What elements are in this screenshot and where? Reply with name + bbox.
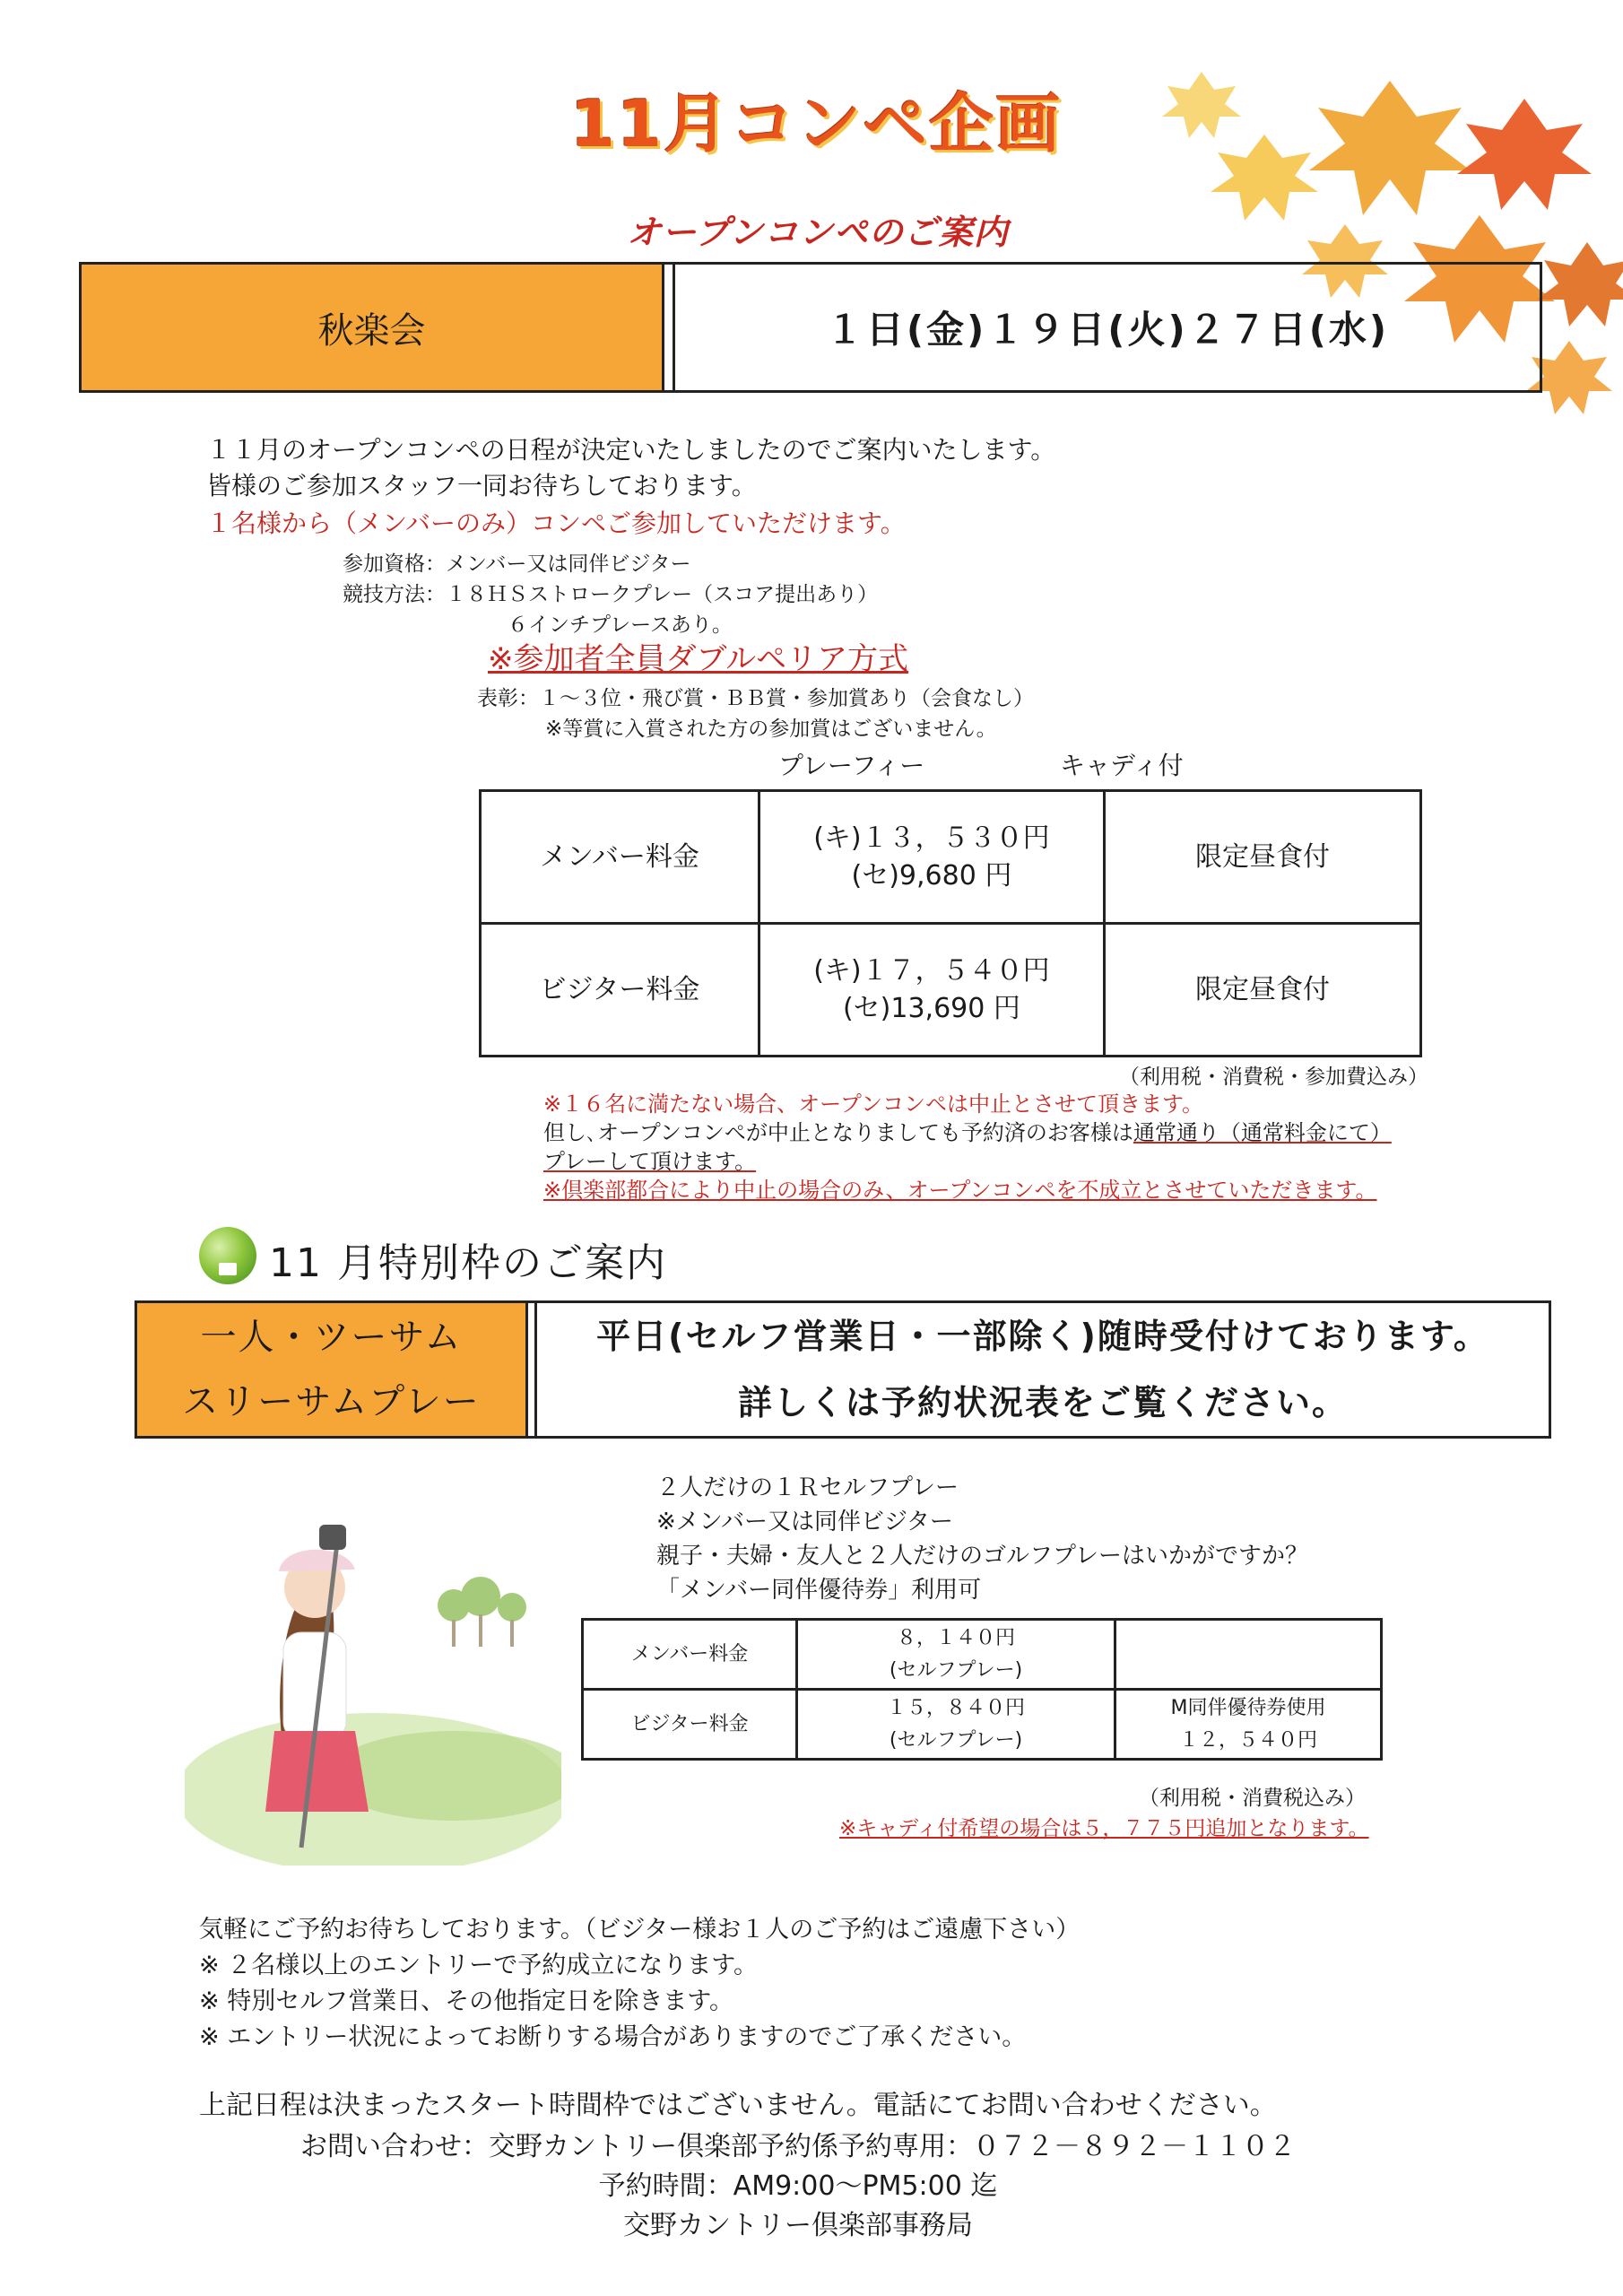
table-row — [481, 791, 1421, 924]
intro-line-1: １１月のオープンコンペの日程が決定いたしましたのでご案内いたします。 — [206, 435, 1056, 465]
fee-price-caddie: (キ)１７，５４０円 — [813, 954, 1050, 987]
fee-prices — [759, 924, 1104, 1057]
cancellation-detail-b: 通常通り（通常料金にて） — [1133, 1120, 1392, 1145]
fee-extra: 限定昼食付 — [1104, 791, 1420, 924]
page-title: 11月コンペ企画 — [569, 86, 1063, 161]
cancellation-detail — [543, 1118, 1392, 1148]
footer-notice: 上記日程は決まったスタート時間枠ではございません。電話にてお問い合わせください。 — [199, 2090, 1277, 2121]
club-cancellation-note: ※倶楽部都合により中止の場合のみ、オープンコンペを不成立とさせていただきます。 — [543, 1178, 1377, 1203]
eligibility: 参加資格：メンバー又は同伴ビジター — [343, 552, 691, 576]
golf-ball-icon — [199, 1227, 256, 1284]
caddie-note: ※キャディ付希望の場合は５，７７５円追加となります。 — [839, 1817, 1369, 1840]
fee-extra — [1115, 1690, 1381, 1760]
fee-price: １５，８４０円 — [887, 1696, 1026, 1719]
fee-price: ８，１４０円 — [897, 1626, 1016, 1649]
footer-contact: お問い合わせ：交野カントリー倶楽部予約係予約専用：０７２－８９２－１１０２ — [300, 2131, 1296, 2162]
fee-price-note: (セルフプレー) — [889, 1728, 1023, 1752]
golf-tee-icon — [219, 1263, 237, 1275]
footer-contact-block — [242, 2127, 1354, 2246]
fee-prices — [759, 791, 1104, 924]
special-slot-box — [135, 1300, 1551, 1439]
awards: 表彰：１～３位・飛び賞・ＢＢ賞・参加賞あり（会食なし） — [477, 687, 1034, 710]
reservation-note-1: 気軽にご予約お待ちしております。（ビジター様お１人のご予約はご遠慮下さい） — [199, 1916, 1081, 1944]
intro-line-2: 皆様のご参加スタッフ一同お待ちしております。 — [206, 471, 757, 500]
special-slot-info-1: 平日(セルフ営業日・一部除く)随時受付けております。 — [596, 1317, 1489, 1356]
competition-method-2: ６インチプレースあり。 — [508, 613, 733, 637]
tax-note-1: （利用税・消費税・参加費込み） — [1119, 1065, 1428, 1089]
fee-prices — [797, 1620, 1115, 1690]
fee-price-self: (セ)13,690 円 — [842, 992, 1020, 1024]
special-slot-label-2: スリーサムプレー — [182, 1381, 481, 1422]
fee-prices — [797, 1690, 1115, 1760]
reservation-note-3: ※ 特別セルフ営業日、その他指定日を除きます。 — [199, 1987, 734, 2015]
special-slot-info-2: 詳しくは予約状況表をご覧ください。 — [737, 1383, 1348, 1422]
fee-header-play: プレーフィー — [778, 751, 925, 780]
golfer-illustration — [185, 1489, 561, 1866]
cancellation-detail-2: プレーして頂けます。 — [543, 1149, 757, 1174]
awards-note: ※等賞に入賞された方の参加賞はございません。 — [545, 718, 997, 741]
self-play-fee-table — [581, 1618, 1383, 1761]
two-player-line-3: 親子・夫婦・友人と２人だけのゴルフプレーはいかがですか？ — [656, 1543, 1308, 1570]
fee-label: メンバー料金 — [583, 1620, 797, 1690]
peoria-note: ※参加者全員ダブルペリア方式 — [488, 641, 909, 677]
fee-label: メンバー料金 — [481, 791, 759, 924]
fee-label: ビジター料金 — [583, 1690, 797, 1760]
competition-fee-table — [479, 789, 1422, 1057]
special-slot-title: 11 月特別枠のご案内 — [269, 1240, 667, 1286]
special-slot-label-1: 一人・ツーサム — [200, 1317, 463, 1358]
fee-price-note: (セルフプレー) — [889, 1658, 1023, 1682]
footer-hours: 予約時間：AM9:00～PM5:00 迄 — [598, 2170, 998, 2202]
reservation-note-4: ※ エントリー状況によってお断りする場合がありますのでご了承ください。 — [199, 2023, 1027, 2051]
cancellation-detail-a: 但し､オープンコンペが中止となりましても予約済のお客様は — [543, 1120, 1133, 1145]
event-header-box — [79, 262, 1542, 393]
tax-note-2: （利用税・消費税込み） — [1139, 1787, 1366, 1810]
reservation-note-2: ※ ２名様以上のエントリーで予約成立になります。 — [199, 1952, 759, 1979]
fee-price-caddie: (キ)１３，５３０円 — [813, 822, 1050, 854]
special-slot-info — [537, 1303, 1549, 1436]
table-row — [583, 1620, 1382, 1690]
fee-extra: 限定昼食付 — [1104, 924, 1420, 1057]
fee-extra — [1115, 1620, 1381, 1690]
special-slot-label — [137, 1303, 528, 1436]
table-row — [583, 1690, 1382, 1760]
fee-extra-1: M同伴優待券使用 — [1170, 1696, 1326, 1719]
two-player-line-4: 「メンバー同伴優待券」利用可 — [656, 1577, 982, 1604]
table-row — [481, 924, 1421, 1057]
competition-method: 競技方法：１８ＨＳストロークプレー（スコア提出あり） — [343, 583, 879, 606]
event-name: 秋楽会 — [82, 265, 664, 390]
two-player-line-2: ※メンバー又は同伴ビジター — [656, 1509, 953, 1535]
footer-office: 交野カントリー倶楽部事務局 — [623, 2210, 973, 2241]
page-subtitle: オープンコンペのご案内 — [627, 213, 1009, 252]
fee-header-caddie: キャディ付 — [1060, 751, 1184, 780]
header-gap — [528, 1303, 537, 1436]
cancellation-note: ※１６名に満たない場合、オープンコンペは中止とさせて頂きます。 — [543, 1091, 1204, 1117]
intro-line-3: １名様から（メンバーのみ）コンペご参加していただけます。 — [206, 509, 906, 538]
fee-price-self: (セ)9,680 円 — [851, 859, 1012, 891]
header-gap — [664, 265, 675, 390]
two-player-line-1: ２人だけの１Ｒセルフプレー — [656, 1474, 959, 1501]
event-dates: １日(金)１９日(火)２７日(水) — [825, 308, 1390, 352]
fee-extra-2: １２，５４０円 — [1178, 1728, 1317, 1752]
fee-label: ビジター料金 — [481, 924, 759, 1057]
